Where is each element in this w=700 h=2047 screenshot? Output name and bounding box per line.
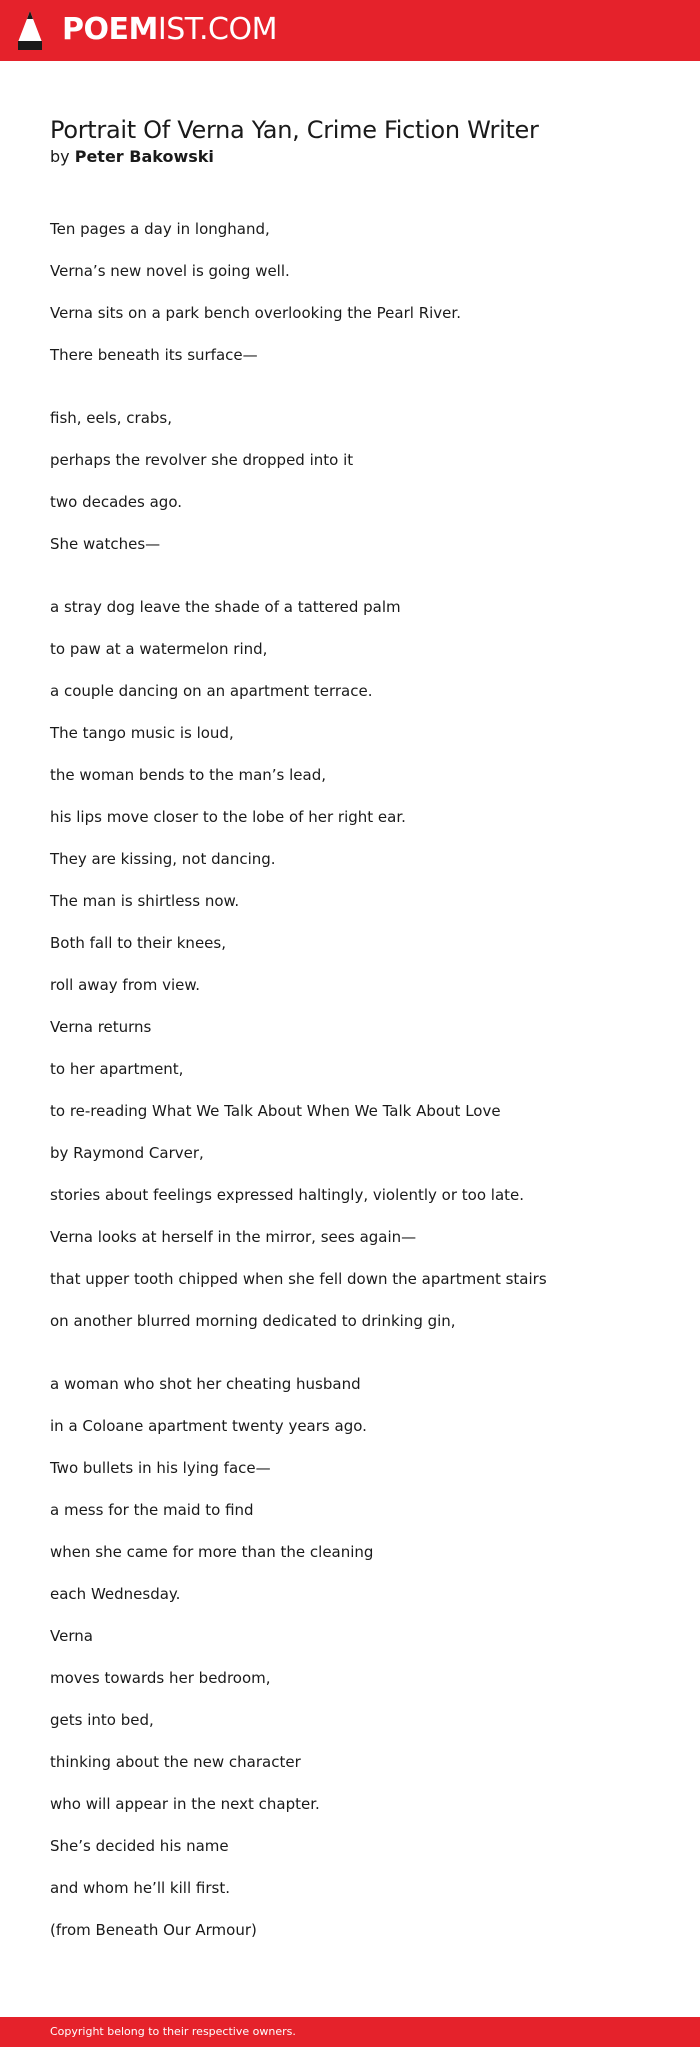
logo-bold-text: POEM [62, 12, 158, 47]
poem-line: Ten pages a day in longhand, [50, 220, 270, 238]
poem-line: two decades ago. [50, 493, 183, 511]
poem-line: She’s decided his name [50, 1837, 229, 1855]
poem-line: his lips move closer to the lobe of her right ear. [50, 808, 406, 826]
poem-line: to paw at a watermelon rind, [50, 640, 268, 658]
poem-line: who will appear in the next chapter. [50, 1795, 320, 1813]
poem-line: when she came for more than the cleaning [50, 1543, 374, 1561]
poem-line: roll away from view. [50, 976, 201, 994]
poem-line: to her apartment, [50, 1060, 184, 1078]
by-label: by [50, 147, 70, 166]
site-header [0, 0, 700, 61]
poem-line: They are kissing, not dancing. [50, 850, 276, 868]
poem-line: the woman bends to the man’s lead, [50, 766, 327, 784]
poem-line: thinking about the new character [50, 1753, 301, 1771]
poem-line: Verna’s new novel is going well. [50, 262, 290, 280]
poem-line: a stray dog leave the shade of a tattered palm [50, 598, 401, 616]
poem-byline [50, 146, 660, 168]
poem-heading [50, 114, 660, 168]
poem-line: Verna sits on a park bench overlooking the Pearl River. [50, 304, 461, 322]
poem-line: Verna returns [50, 1018, 152, 1036]
poem-line: The man is shirtless now. [50, 892, 240, 910]
poem-line: moves towards her bedroom, [50, 1669, 271, 1687]
poem-line: by Raymond Carver, [50, 1144, 204, 1162]
poem-line: Two bullets in his lying face— [50, 1459, 271, 1477]
logo-light-text: IST.COM [157, 12, 277, 47]
poem-line: to re-reading What We Talk About When We Talk About Love [50, 1102, 501, 1120]
pencil-tip-icon[interactable] [17, 10, 43, 51]
poem-line: perhaps the revolver she dropped into it [50, 451, 354, 469]
poem-line: fish, eels, crabs, [50, 409, 172, 427]
poem-line: in a Coloane apartment twenty years ago. [50, 1417, 367, 1435]
poem-line: each Wednesday. [50, 1585, 181, 1603]
poem-line: and whom he’ll kill first. [50, 1879, 230, 1897]
poem-line: on another blurred morning dedicated to drinking gin, [50, 1312, 456, 1330]
poem-line: a woman who shot her cheating husband [50, 1375, 361, 1393]
author-name[interactable]: Peter Bakowski [74, 147, 214, 166]
poem-line: Verna [50, 1627, 93, 1645]
poem-title: Portrait Of Verna Yan, Crime Fiction Writer [50, 116, 539, 144]
poem-line: The tango music is loud, [50, 724, 234, 742]
site-logo[interactable] [62, 12, 277, 48]
poem-line: There beneath its surface— [50, 346, 258, 364]
poem-line: Verna looks at herself in the mirror, sees again— [50, 1228, 417, 1246]
copyright-text: Copyright belong to their respective owners. [50, 2025, 296, 2038]
poem-line: stories about feelings expressed haltingly, violently or too late. [50, 1186, 525, 1204]
poem-line: gets into bed, [50, 1711, 154, 1729]
poem-line: Both fall to their knees, [50, 934, 226, 952]
poem-line: She watches— [50, 535, 161, 553]
poem-line: a mess for the maid to find [50, 1501, 254, 1519]
poem-line: that upper tooth chipped when she fell down the apartment stairs [50, 1270, 547, 1288]
poem-line: a couple dancing on an apartment terrace. [50, 682, 373, 700]
poem-line: (from Beneath Our Armour) [50, 1921, 257, 1939]
site-footer [0, 2017, 700, 2047]
